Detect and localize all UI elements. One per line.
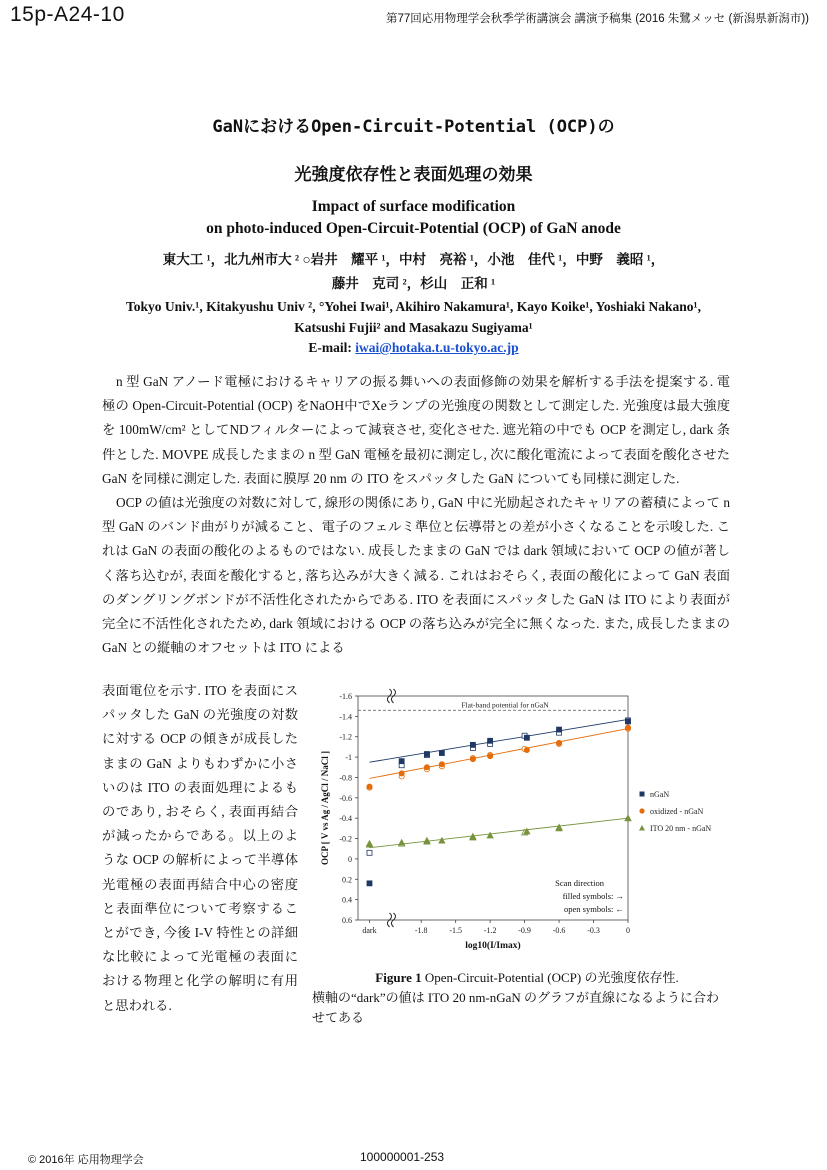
x-tick-label: -1.8 (414, 926, 428, 935)
data-point-filled (367, 784, 372, 789)
y-tick-label: 0.2 (342, 875, 352, 885)
title-en (0, 196, 827, 240)
data-point-open (367, 850, 372, 855)
data-point-filled (470, 757, 475, 762)
y-tick-label: -1.6 (339, 692, 352, 701)
authors-en-line1: Tokyo Univ.¹, Kitakyushu Univ ², °Yohei Iwai¹, Akihiro Nakamura¹, Kayo Koike¹, Yoshiaki Nakano¹, (126, 299, 701, 314)
title-en-line2: on photo-induced Open-Circuit-Potential (OCP) of GaN anode (206, 220, 621, 237)
data-point-filled (524, 735, 529, 740)
y-tick-label: -1.2 (339, 732, 352, 742)
data-point-filled (439, 762, 444, 767)
data-point-filled (625, 725, 630, 730)
data-point-filled (470, 742, 475, 747)
data-point-filled (424, 765, 429, 770)
authors-jp-line2: 藤井 克司 ²，杉山 正和 ¹ (331, 276, 496, 291)
figure-label: Figure 1 (375, 970, 422, 985)
x-tick-label: -0.3 (587, 926, 600, 935)
x-tick-label: 0 (626, 926, 630, 935)
scan-filled-note: filled symbols: → (562, 891, 624, 901)
legend-marker-0 (640, 792, 645, 797)
title-en-line1: Impact of surface modification (311, 198, 516, 215)
footer-page-code: 100000001-253 (360, 1150, 445, 1164)
authors-jp-line1: 東大工 ¹，北九州市大 ² ○岩井 耀平 ¹，中村 亮裕 ¹，小池 佳代 ¹，中野 義昭 ¹， (162, 252, 665, 267)
title-jp-line2: 光強度依存性と表面処理の効果 (294, 165, 533, 185)
y-tick-label: 0 (348, 854, 352, 864)
figure-caption (312, 968, 732, 1028)
figure-1 (312, 686, 760, 956)
legend-label-1: oxidized - nGaN (650, 807, 704, 816)
x-tick-label: -0.9 (518, 926, 531, 935)
data-point-filled (557, 727, 562, 732)
flat-band-label: Flat-band potential for nGaN (461, 700, 549, 710)
abstract-body (102, 370, 730, 660)
y-tick-label: -0.8 (339, 773, 352, 783)
footer-copyright: © 2016年 応用物理学会 (28, 1154, 144, 1166)
y-tick-label: -0.4 (339, 814, 352, 824)
fit-line-0 (369, 719, 628, 762)
email-label: E-mail: (308, 340, 356, 355)
session-id: 15p-A24-10 (10, 3, 125, 26)
scan-open-note: open symbols: ← (564, 904, 624, 914)
title-jp-line1: GaNにおけるOpen-Circuit-Potential (OCP)の (212, 117, 615, 137)
legend-marker-1 (639, 808, 644, 813)
data-point-filled (625, 815, 631, 821)
data-point-filled (488, 753, 493, 758)
y-tick-label: -1 (345, 753, 352, 763)
paragraph-1: n 型 GaN アノード電極におけるキャリアの振る舞いへの表面修飾の効果を解析する手法を提案する. 電極の Open-Circuit-Potential (OCP) をNaOH中でXeランプの光強度の関数として測定した. 光強度は最大強度を 100mW/cm² としてNDフィルターによって減衰させ, 変化させた. 遮光箱の中でも OCP を測定し, dark 条件とした. MOVPE 成長したままの n 型 GaN 電極を最初に測定し, 次に酸化電流によって表面を酸化させた GaN を同様に測定した. 表面に膜厚 20 nm の ITO をスパッタした GaN についても同様に測定した. (102, 374, 730, 486)
data-point-filled (626, 719, 631, 724)
scan-direction-title: Scan direction (555, 878, 604, 888)
y-tick-label: 0.4 (342, 895, 352, 905)
paragraph-2: OCP の値は光強度の対数に対して, 線形の関係にあり, GaN 中に光励起されたキャリアの蓄積によって n 型 GaN のバンド曲がりが減ること、電子のフェルミ準位と伝導帯との差が小さくなることを示唆した. これは GaN の表面の酸化のよるものではない. 成長したままの GaN では dark 領域において OCP の値が著しく落ち込むが, 表面を酸化すると, 落ち込みが大きく減る. これはおそらく, 表面の酸化によって GaN 表面のダングリングボンドが不活性化されたからである. ITO を表面にスパッタした GaN は ITO により表面が完全に不活性化されたため, dark 領域における OCP の落ち込みが完全に無くなった. また, 成長したままの GaN との縦軸のオフセットは ITO による (102, 495, 730, 656)
y-tick-label: -0.2 (339, 834, 352, 844)
legend-marker-2 (639, 825, 645, 831)
caption-line2: 横軸の“dark”の値は ITO 20 nm-nGaN のグラフが直線になるように合わせてある (312, 990, 720, 1025)
x-axis-label: log10(I/Imax) (465, 941, 521, 951)
conference-header: 第77回応用物理学会秋季学術講演会 講演予稿集 (2016 朱鷺メッセ (新潟県新潟市)) (386, 13, 809, 25)
data-point-filled (367, 881, 372, 886)
data-point-filled (399, 771, 404, 776)
y-tick-label: -1.4 (339, 712, 352, 722)
data-point-filled (488, 738, 493, 743)
y-tick-label: 0.6 (342, 916, 352, 925)
legend-label-0: nGaN (650, 790, 670, 799)
legend-label-2: ITO 20 nm - nGaN (650, 824, 712, 833)
data-point-filled (439, 838, 445, 844)
authors-en-line2: Katsushi Fujii² and Masakazu Sugiyama¹ (294, 320, 533, 335)
y-axis-label: OCP [ V vs Ag / AgCl / NaCl ] (320, 751, 330, 865)
authors-en (0, 296, 827, 338)
x-tick-label: -1.2 (483, 926, 497, 935)
ocp-chart (312, 686, 760, 956)
y-tick-label: -0.6 (339, 793, 352, 803)
data-point-filled (524, 747, 529, 752)
fit-line-2 (369, 818, 628, 848)
x-tick-label: -1.5 (449, 926, 462, 935)
caption-line1: Open-Circuit-Potential (OCP) の光強度依存性. (421, 970, 679, 985)
data-point-filled (399, 759, 404, 764)
email-line (0, 340, 827, 356)
data-point-filled (556, 740, 561, 745)
x-tick-label: dark (362, 926, 377, 935)
side-text: 表面電位を示す. ITO を表面にスパッタした GaN の光強度の対数に対する OCP の傾きが成長したままの GaN よりもわずかに小さいのは ITO の表面処理によるものであり, おそらく, 表面再結合が減ったからである。以上のような OCP の解析によって半導体光電極の表面再結合中心の密度と表面準位について考察することができ, 今後 I-V 特性との詳細な比較によって光電極の表面における物理と化学の解明に有用と思われる. (102, 683, 298, 1013)
data-point-filled (424, 752, 429, 757)
fit-line-1 (369, 729, 628, 779)
data-point-filled (399, 840, 405, 846)
authors-jp (0, 248, 827, 296)
x-tick-label: -0.6 (552, 926, 566, 935)
data-point-filled (439, 751, 444, 756)
email-link[interactable]: iwai@hotaka.t.u-tokyo.ac.jp (355, 340, 519, 355)
